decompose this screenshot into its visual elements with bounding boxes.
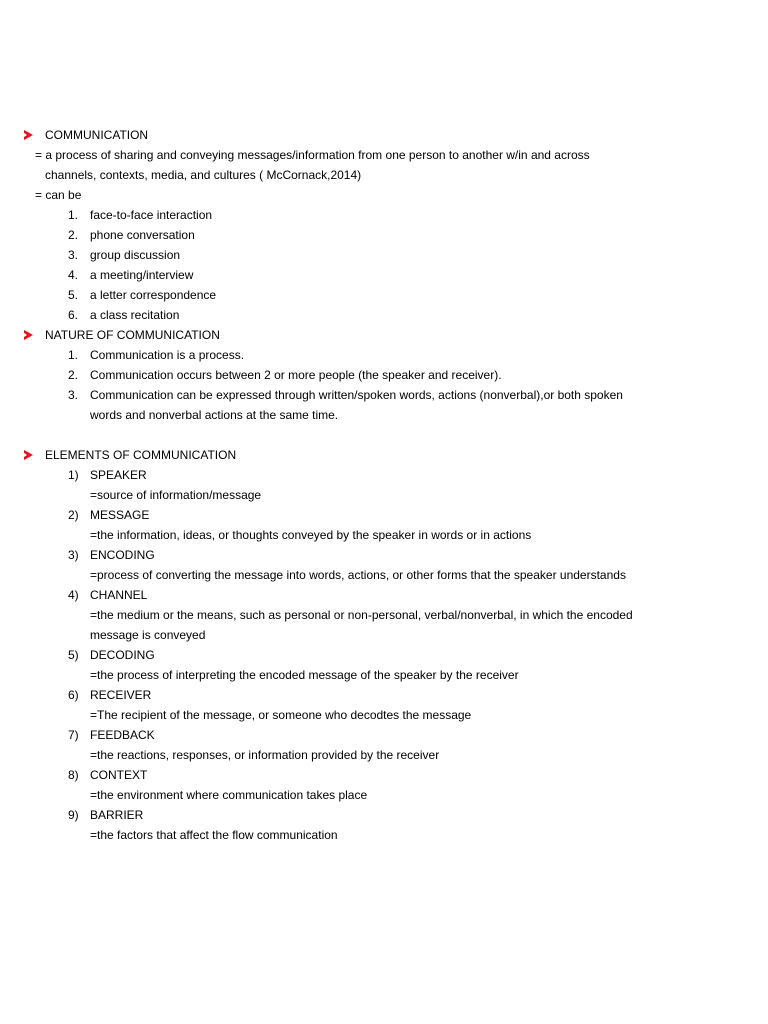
list-number: 5) bbox=[68, 648, 79, 662]
list-number: 2. bbox=[68, 228, 79, 242]
element-description: =the information, ideas, or thoughts conveyed by the speaker in words or in actions bbox=[90, 528, 532, 542]
list-item-text: a letter correspondence bbox=[90, 288, 217, 302]
arrow-bullet-icon bbox=[24, 130, 33, 140]
list-number: 1. bbox=[68, 348, 79, 362]
list-number: 3. bbox=[68, 388, 79, 402]
list-item-text: group discussion bbox=[90, 248, 181, 262]
element-description: =source of information/message bbox=[90, 488, 262, 502]
element-description: =the environment where communication takes place bbox=[90, 788, 368, 802]
element-title: BARRIER bbox=[90, 808, 144, 822]
list-number: 6) bbox=[68, 688, 79, 702]
list-number: 9) bbox=[68, 808, 79, 822]
element-description: =the process of interpreting the encoded message of the speaker by the receiver bbox=[90, 668, 519, 682]
element-description: =process of converting the message into words, actions, or other forms that the speaker understands bbox=[90, 568, 626, 582]
list-number: 3) bbox=[68, 548, 79, 562]
heading-nature: NATURE OF COMMUNICATION bbox=[45, 328, 220, 342]
list-item-text: Communication can be expressed through written/spoken words, actions (nonverbal),or both spoken bbox=[90, 388, 623, 402]
list-number: 7) bbox=[68, 728, 79, 742]
list-item-text: phone conversation bbox=[90, 228, 195, 242]
element-title: DECODING bbox=[90, 648, 155, 662]
list-number: 4. bbox=[68, 268, 79, 282]
list-item-text: a class recitation bbox=[90, 308, 180, 322]
element-title: MESSAGE bbox=[90, 508, 150, 522]
arrow-bullet-icon bbox=[24, 330, 33, 340]
list-item-text: face-to-face interaction bbox=[90, 208, 213, 222]
element-description: =the factors that affect the flow communication bbox=[90, 828, 338, 842]
list-number: 2) bbox=[68, 508, 79, 522]
element-title: FEEDBACK bbox=[90, 728, 155, 742]
list-number: 1. bbox=[68, 208, 79, 222]
element-title: CHANNEL bbox=[90, 588, 148, 602]
element-title: CONTEXT bbox=[90, 768, 148, 782]
can-be-text: = can be bbox=[35, 188, 82, 202]
list-item-text: Communication occurs between 2 or more people (the speaker and receiver). bbox=[90, 368, 502, 382]
heading-communication: COMMUNICATION bbox=[45, 128, 149, 142]
list-item-text: a meeting/interview bbox=[90, 268, 194, 282]
arrow-bullet-icon bbox=[24, 450, 33, 460]
element-title: RECEIVER bbox=[90, 688, 152, 702]
list-number: 6. bbox=[68, 308, 79, 322]
list-item-text: Communication is a process. bbox=[90, 348, 245, 362]
element-description: =The recipient of the message, or someone who decodtes the message bbox=[90, 708, 472, 722]
element-title: SPEAKER bbox=[90, 468, 147, 482]
list-number: 2. bbox=[68, 368, 79, 382]
list-number: 1) bbox=[68, 468, 79, 482]
element-description: =the reactions, responses, or information provided by the receiver bbox=[90, 748, 440, 762]
heading-elements: ELEMENTS OF COMMUNICATION bbox=[45, 448, 237, 462]
element-title: ENCODING bbox=[90, 548, 155, 562]
list-number: 5. bbox=[68, 288, 79, 302]
list-number: 4) bbox=[68, 588, 79, 602]
element-description: =the medium or the means, such as personal or non-personal, verbal/nonverbal, in which the encoded bbox=[90, 608, 633, 622]
definition-text: = a process of sharing and conveying messages/information from one person to another w/in and across bbox=[35, 148, 590, 162]
definition-text: channels, contexts, media, and cultures ( McCornack,2014) bbox=[45, 168, 362, 182]
list-number: 3. bbox=[68, 248, 79, 262]
list-item-text: words and nonverbal actions at the same time. bbox=[90, 408, 339, 422]
list-number: 8) bbox=[68, 768, 79, 782]
element-description: message is conveyed bbox=[90, 628, 206, 642]
